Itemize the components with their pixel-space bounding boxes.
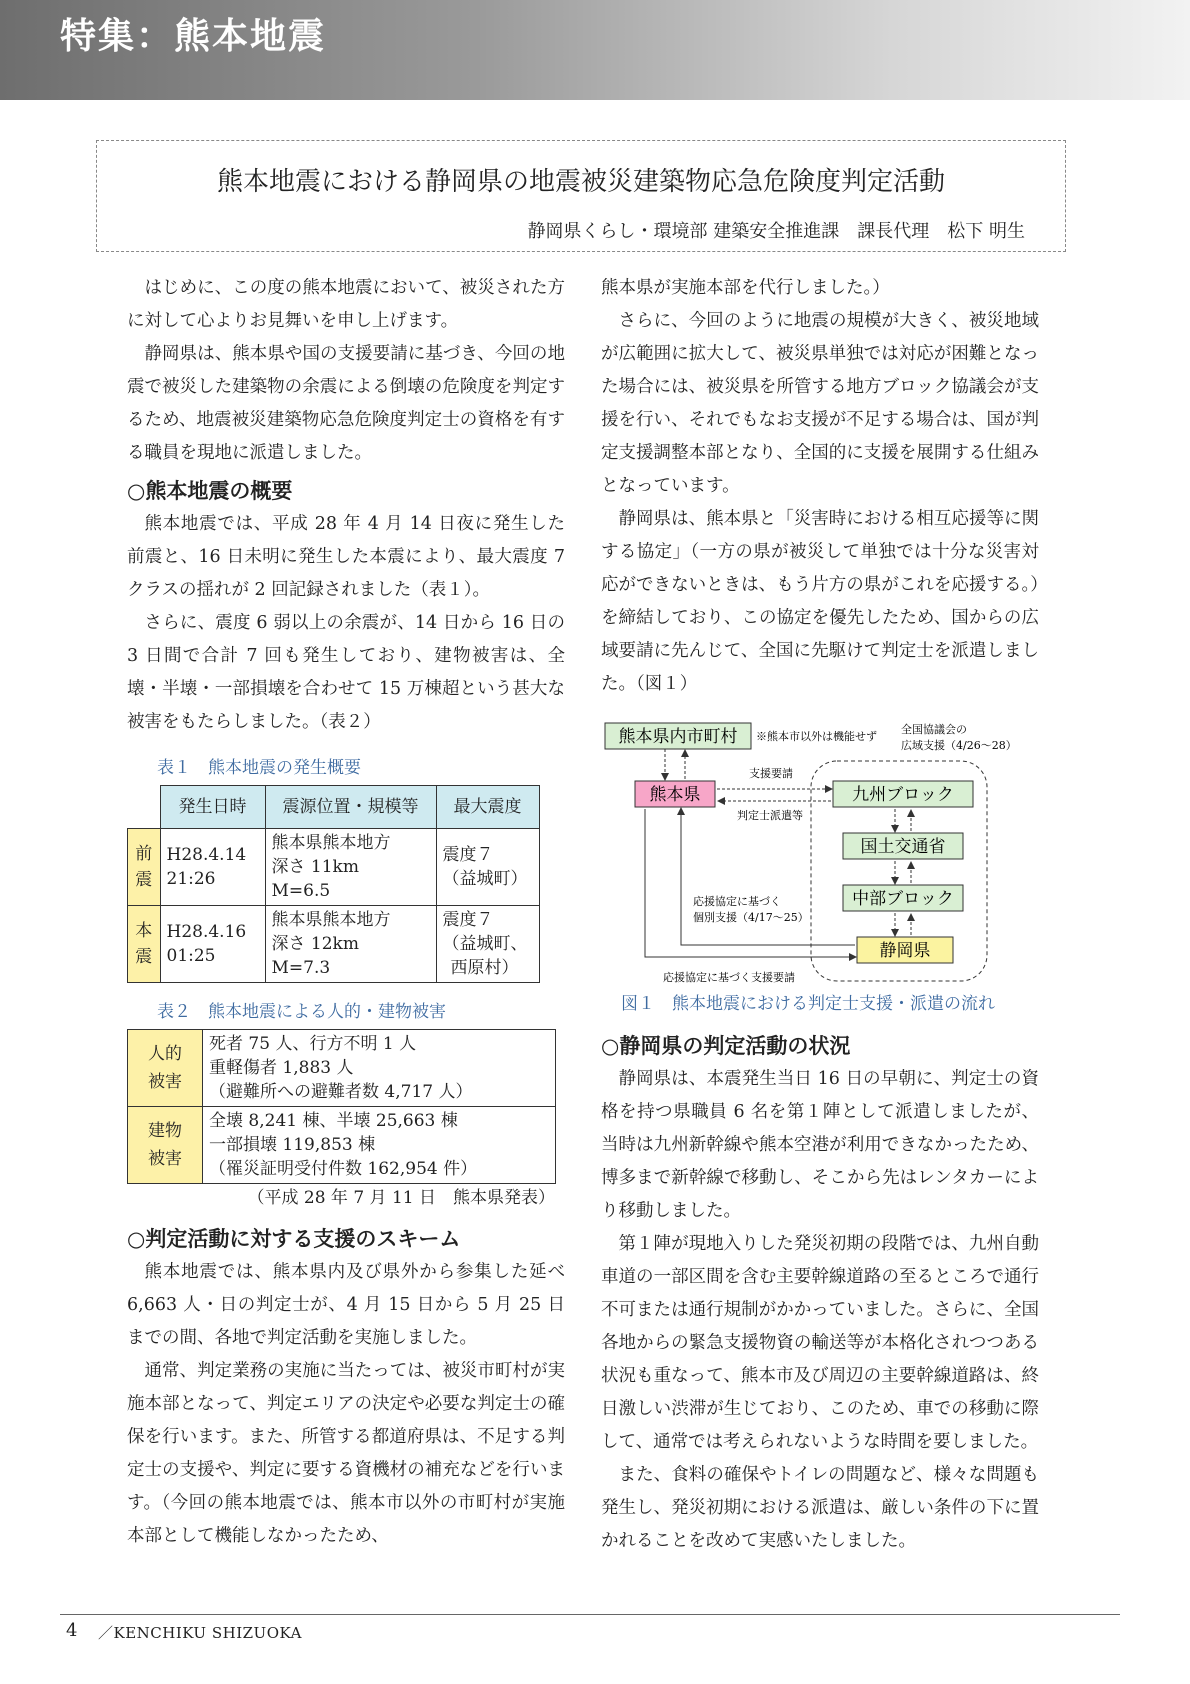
table1-place-2: 西原村） <box>450 958 519 978</box>
table1-depth: 深さ 12km <box>271 934 359 954</box>
table-row <box>128 829 540 906</box>
table2-row-label <box>128 1107 203 1184</box>
overview-paragraph-2: さらに、震度 6 弱以上の余震が、14 日から 16 日の 3 日間で合計 7 回も発生しており、建物被害は、全壊・半壊・一部損壊を合わせて 15 万棟超という甚大な被害をもたらしました。（表２） <box>127 613 565 732</box>
table1-row-label <box>128 906 161 983</box>
box-chubu-label: 中部ブロック <box>852 889 954 909</box>
table1-magnitude: M=6.5 <box>271 881 331 901</box>
table1-header-intensity: 最大震度 <box>436 786 539 829</box>
table2-line: 重軽傷者 1,883 人 <box>209 1058 354 1078</box>
table1-depth: 深さ 11km <box>271 857 359 877</box>
table1-date: H28.4.14 <box>166 845 247 865</box>
table1-header-row <box>128 786 540 829</box>
label-agreement-request: 応援協定に基づく支援要請 <box>663 971 795 984</box>
table1-header-epicenter: 震源位置・規模等 <box>265 786 436 829</box>
table1-epicenter-cell <box>265 906 436 983</box>
label-individual-2: 個別支援（4/17〜25） <box>693 911 809 924</box>
intro-paragraph-1: はじめに、この度の熊本地震において、被災された方に対して心よりお見舞いを申し上げます。 <box>127 278 565 331</box>
table2-label-text: 建物被害 <box>148 1121 182 1169</box>
note-national-1: 全国協議会の <box>901 723 967 736</box>
table2-label-text: 人的被害 <box>148 1044 182 1092</box>
label-individual-1: 応援協定に基づく <box>693 895 781 908</box>
table1-label-text: 本震 <box>135 921 153 967</box>
table1-loc: 熊本県熊本地方 <box>271 833 391 853</box>
table-row <box>128 1030 556 1107</box>
table1-magnitude: M=7.3 <box>271 958 331 978</box>
table-row <box>128 1107 556 1184</box>
box-mlit-label: 国土交通省 <box>860 837 946 857</box>
support-paragraph-4: 静岡県は、熊本県と「災害時における相互応援等に関する協定」（一方の県が被災して単独では十分な災害対応ができないときは、もう片方の県がこれを応援する。）を締結しており、この協定を優先したため、国からの広域要請に先んじて、全国に先駆けて判定士を派遣しました。（図１） <box>601 509 1039 694</box>
label-dispatch: 判定士派遣等 <box>737 809 803 822</box>
header-banner <box>0 0 1190 100</box>
table1-intensity: 震度７ <box>442 910 494 930</box>
support-paragraph-1: 熊本地震では、熊本県内及び県外から参集した延べ 6,663 人・日の判定士が、4 月 15 日から 5 月 25 日までの間、各地で判定活動を実施しました。 <box>127 1262 565 1348</box>
arrow-individual-support <box>681 809 855 945</box>
article-title-box <box>96 140 1066 252</box>
section-heading-activity: ○静岡県の判定活動の状況 <box>601 1034 851 1058</box>
left-column <box>127 272 565 1553</box>
intro-paragraph-2: 静岡県は、熊本県や国の支援要請に基づき、今回の地震で被災した建築物の余震による倒壊の危険度を判定するため、地震被災建築物応急危険度判定士の資格を有する職員を現地に派遣しました。 <box>127 344 565 463</box>
table2-source: （平成 28 年 7 月 11 日 熊本県発表） <box>247 1188 555 1208</box>
table1-label-text: 前震 <box>135 844 153 890</box>
table2-body-cell <box>203 1107 556 1184</box>
table1-intensity: 震度７ <box>442 845 494 865</box>
table1-corner <box>128 786 161 829</box>
table1-intensity-cell <box>436 906 539 983</box>
overview-paragraph-1: 熊本地震では、平成 28 年 4 月 14 日夜に発生した前震と、16 日未明に発生した本震により、最大震度 7 クラスの揺れが 2 回記録されました（表１）。 <box>127 514 565 600</box>
box-kumamoto-label: 熊本県 <box>649 785 701 805</box>
table1-date-cell <box>160 829 265 906</box>
magazine-name: ／KENCHIKU SHIZUOKA <box>98 1624 302 1642</box>
table1-intensity-cell <box>436 829 539 906</box>
flow-diagram <box>601 719 1039 989</box>
table1-epicenter-cell <box>265 829 436 906</box>
table2-body-cell <box>203 1030 556 1107</box>
label-support-request: 支援要請 <box>749 767 793 780</box>
article-title: 熊本地震における静岡県の地震被災建築物応急危険度判定活動 <box>216 167 945 197</box>
arrow-agreement-request <box>645 809 855 957</box>
activity-paragraph-1: 静岡県は、本震発生当日 16 日の早朝に、判定士の資格を持つ県職員 6 名を第１陣として派遣しましたが、当時は九州新幹線や熊本空港が利用できなかったため、博多まで新幹線で移動し、そこから先はレンタカーにより移動しました。 <box>601 1069 1039 1221</box>
page-number: 4 <box>66 1620 78 1641</box>
note-municipal: ※熊本市以外は機能せず <box>756 730 877 743</box>
table1-place: （益城町） <box>442 869 528 889</box>
activity-paragraph-3: また、食料の確保やトイレの問題など、様々な問題も発生し、発災初期における派遣は、厳しい条件の下に置かれることを改めて実感いたしました。 <box>601 1465 1039 1551</box>
box-shizuoka-label: 静岡県 <box>879 941 931 961</box>
section-heading-overview: ○熊本地震の概要 <box>127 479 293 503</box>
table1-date: H28.4.16 <box>166 922 247 942</box>
table2-line: 死者 75 人、行方不明 1 人 <box>209 1034 417 1054</box>
table1-earthquake-summary <box>127 785 540 983</box>
table2-caption: 表２ 熊本地震による人的・建物被害 <box>157 1002 446 1022</box>
support-paragraph-continued: 熊本県が実施本部を代行しました。） <box>601 278 890 298</box>
table2-line: （罹災証明受付件数 162,954 件） <box>209 1159 478 1179</box>
table1-time: 01:25 <box>166 946 216 966</box>
table-row <box>128 906 540 983</box>
activity-paragraph-2: 第１陣が現地入りした発災初期の段階では、九州自動車道の一部区間を含む主要幹線道路の至るところで通行不可または通行規制がかかっていました。さらに、全国各地からの緊急支援物資の輸送等が本格化されつつある状況も重なって、熊本市及び周辺の主要幹線道路は、終日激しい渋滞が生じており、このため、車での移動に際して、通常では考えられないような時間を要しました。 <box>601 1234 1039 1452</box>
right-column <box>601 272 1039 1558</box>
table1-place: （益城町、 <box>442 934 528 954</box>
figure1-caption: 図１ 熊本地震における判定士支援・派遣の流れ <box>621 994 995 1014</box>
table1-date-cell <box>160 906 265 983</box>
feature-title: 特集：熊本地震 <box>60 16 327 57</box>
section-heading-support-scheme: ○判定活動に対する支援のスキーム <box>127 1227 461 1251</box>
table2-line: 全壊 8,241 棟、半壊 25,663 棟 <box>209 1111 458 1131</box>
table1-caption: 表１ 熊本地震の発生概要 <box>157 758 361 778</box>
note-national-2: 広域支援（4/26〜28） <box>901 739 1017 752</box>
table1-row-label <box>128 829 161 906</box>
figure1-support-flow <box>601 719 1039 989</box>
footer-rule <box>60 1614 1120 1615</box>
table2-row-label <box>128 1030 203 1107</box>
box-municipal-label: 熊本県内市町村 <box>618 727 738 747</box>
table1-loc: 熊本県熊本地方 <box>271 910 391 930</box>
support-paragraph-3: さらに、今回のように地震の規模が大きく、被災地域が広範囲に拡大して、被災県単独では対応が困難となった場合には、被災県を所管する地方ブロック協議会が支援を行い、それでもなお支援が不足する場合は、国が判定支援調整本部となり、全国的に支援を展開する仕組みとなっています。 <box>601 311 1039 496</box>
article-author: 静岡県くらし・環境部 建築安全推進課 課長代理 松下 明生 <box>527 221 1025 242</box>
table2-line: 一部損壊 119,853 棟 <box>209 1135 376 1155</box>
support-paragraph-2: 通常、判定業務の実施に当たっては、被災市町村が実施本部となって、判定エリアの決定や必要な判定士の確保を行います。また、所管する都道府県は、不足する判定士の支援や、判定に要する資機材の補充などを行います。（今回の熊本地震では、熊本市以外の市町村が実施本部として機能しなかったため、 <box>127 1361 565 1546</box>
box-kyushu-label: 九州ブロック <box>852 785 954 805</box>
table1-time: 21:26 <box>166 869 216 889</box>
table2-damage <box>127 1029 556 1184</box>
table1-header-date: 発生日時 <box>160 786 265 829</box>
table2-line: （避難所への避難者数 4,717 人） <box>209 1082 473 1102</box>
